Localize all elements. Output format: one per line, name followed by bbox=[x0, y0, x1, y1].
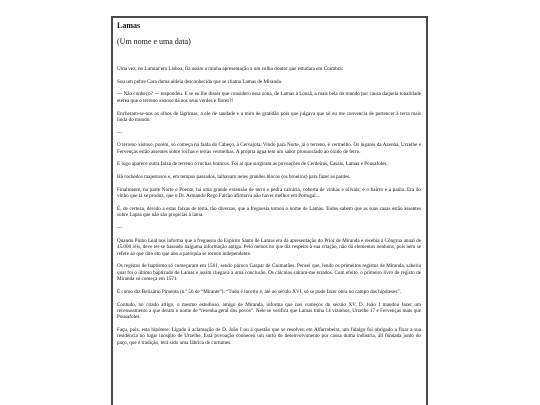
paragraph: O terreno xistoso, porém, só começa na falda do Cabeço, à Cervajota. Vindo para Norte, já o terreno, é vermelho. Os lugares da Azenha, Urzelhe e Fervenças estão assentes sobre rochas e terras vermelhas. A própria água tem um sabor pronunciado ao óxido de ferro. bbox=[117, 142, 421, 155]
paragraph: Sou um pobre Cara duma aldeia desconhecida que se chama Lamas de Miranda. bbox=[117, 78, 283, 85]
paragraph: É como diz Belizário Pimenta (n.º 56 de “Mirante”): “Tudo é incerto e, até ao século XVI, só se pode fazer obra no campo das hipóteses”. bbox=[117, 288, 401, 295]
paragraph: Contudo, no citado artigo, o mesmo estudioso, amigo de Miranda, informa que nos começos do século XV, D. João I mandou fazer um recenseamento a que deram o nome de “resenha geral dos povos”. Nele se verifica que Lamas tinha 14 vizinhos, Urzelhe 17 e Fervenças mais que Pousafoles. bbox=[117, 301, 421, 321]
paragraph: Quando Pinho Leal nos informa que a freguesia do Espírito Santo de Lamas era da apresentação do Prior de Miranda e recebia a Côngrua anual de 45.000 réis, deve ter-se baseado nalguma informação antiga. Pelo menos no que diz respeito à sua criação, não dá elementos nenhuns, pois nem se refere ao que dito em que ano a paróquia se tornou independente. bbox=[117, 237, 421, 257]
paragraph: Encheram-se-nos os olhos de lágrimas, a ele de saudade e a mim de gratidão pois que julgava que só eu me convencia de pertencer à terra mais linda do mundo. bbox=[117, 110, 421, 123]
document-content bbox=[113, 18, 426, 346]
paragraph: Há rochedos majestosos e, em tempos passados, talhavam neles grandes blocos (os broeiros) para fazer as pardes. bbox=[117, 174, 351, 181]
document-frame bbox=[111, 16, 428, 405]
paragraph: Os registos de baptismo só começaram em 1561, sendo pároco Gaspar de Guimarães. Pensei que, lendo os primeiros registos de Miranda, saberia qual foi o último baptizado de Lamas e assim chegava a uma conclusão. Os cálculos saíram-me errados. Com efeito, o primeiro livro de registo de Miranda só começa em 1571. bbox=[117, 263, 421, 283]
paragraph: Façu, pois, esta hipótese: Ligado à aclamação de D. João I ou à questão que se resolveu em Alfarrobeira, um fidalgo foi obrigado a fixar a sua residência no lugar inóspito de Urzelhe. Esta povoação conheceu um surto de desenvolvimento por causa duma indústria, ali fundada junto do paço, que é tradição, terá sido uma fábrica de curtumes. bbox=[117, 327, 421, 346]
paragraph: Finalmente, na parte Norte e Poente, há uma grande extensão de terra e pedra calcária, coberta de vinhas e olivais; é o bairro e a paúla. Era do vinho que lá se produz, que o Dr. Armando Rego Falcão afirmava não haver melhor em Portugal... bbox=[117, 186, 421, 200]
document-title: Lamas bbox=[117, 21, 141, 30]
paragraph: — bbox=[117, 129, 123, 136]
paragraph: — Não conheço? — respondeu. E se eu lhe disser que considero essa zona, de Lamas à Lousã, a mais bela do mundo por causa daquela tonalidade etérea que o terreno xistoso dá aos seus verdes e flores?! bbox=[117, 91, 421, 104]
paragraph: Uma vez, no Lumiar em Lisboa, fiz assim a minha apresentação a um velho doutor que estudara em Coimbra: bbox=[117, 66, 344, 72]
paragraph: É, de certeza, devido a estas faixas de terra, tão diversas, que a freguesia tomou o nome de Lamas. Todos sabem que as suas casas estão assentes sobre Lapas que não são propícias à lama. bbox=[117, 205, 421, 219]
document-body bbox=[117, 66, 421, 346]
paragraph: E logo aparece outra faixa de terreno o rochas brancos. Foi aí que surgiram as povoações de Cerdeiras, Casais, Lamas e Pousafoles. bbox=[117, 161, 388, 168]
document-viewport[interactable] bbox=[113, 18, 426, 405]
document-subtitle: (Um nome e uma data) bbox=[117, 37, 191, 46]
paragraph: — bbox=[117, 225, 123, 232]
